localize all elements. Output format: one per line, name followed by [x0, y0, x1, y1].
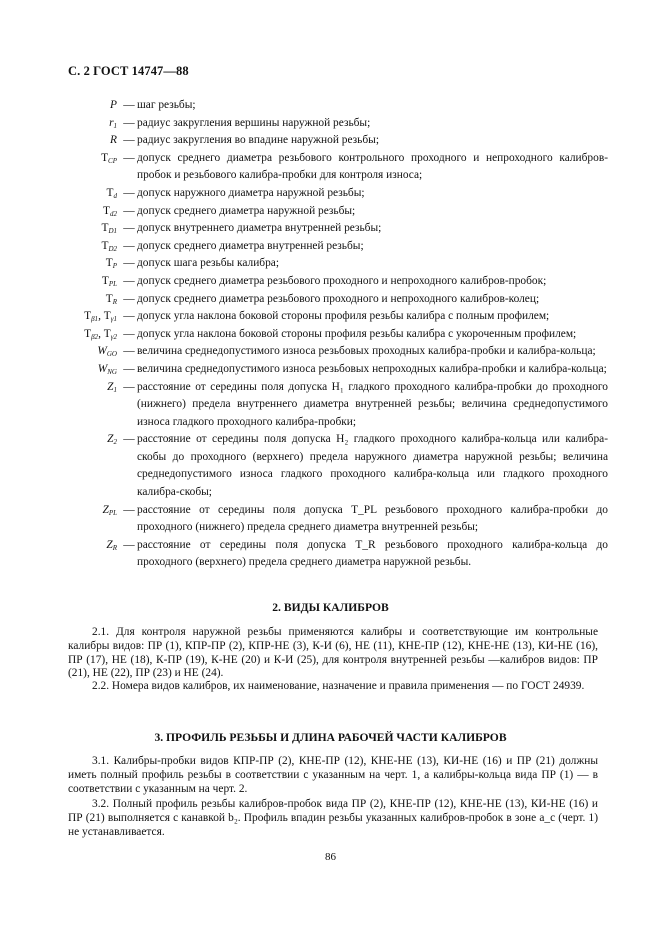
definition-symbol — [68, 255, 121, 273]
definition-text: расстояние от середины поля допуска H₁ гладкого проходного калибра-пробки до проходного (нижнего) предела внутреннего диаметра внутренней резьбы; величина среднедопустимого износа гладкого проходного калибра-пробки; — [137, 380, 608, 428]
definition-symbol — [68, 220, 121, 238]
symbol-letter: Z — [107, 433, 114, 446]
symbol-letter: T — [101, 222, 109, 235]
definition-row — [68, 115, 608, 133]
section-3-paragraph-1: 3.1. Калибры-пробки видов КПР-ПР (2), КНЕ-ПР (12), КНЕ-НЕ (13), КИ-НЕ (16) и ПР (21) должны иметь полный профиль резьбы в соответствии с указанным на черт. 1, а калибры-кольца вида ПР (1) — в соответствии с указанным на черт. 2. — [68, 755, 598, 795]
symbol-letter: T — [101, 239, 109, 252]
definition-symbol — [68, 150, 121, 168]
definition-text: допуск среднего диаметра резьбового проходного и непроходного калибров-пробок; — [137, 274, 547, 287]
definition-symbol — [68, 431, 121, 449]
symbol-letter: T — [84, 327, 92, 340]
definition-symbol — [68, 132, 121, 150]
definition-symbol — [68, 343, 121, 361]
symbol-letter: W — [97, 362, 108, 375]
definition-row — [68, 132, 608, 150]
definition-row — [68, 326, 608, 344]
definition-symbol — [68, 97, 121, 115]
definition-text: радиус закругления во впадине наружной резьбы; — [137, 134, 379, 147]
symbol-letter: T — [101, 151, 109, 164]
page-header: С. 2 ГОСТ 14747—88 — [68, 64, 189, 78]
symbol-letter: T — [103, 327, 111, 340]
section-2-paragraph-1: 2.1. Для контроля наружной резьбы применяются калибры и соответствующие им контрольные калибры видов: ПР (1), КПР-ПР (2), КПР-НЕ (3), К-И (6), НЕ (11), КНЕ-ПР (12), КНЕ-НЕ (13), КИ-НЕ (16), ПР (17), НЕ (18), К-ПР (19), К-НЕ (20) и К-И (25), для контроля внутренней резьбы —калибров видов: ПР (21), НЕ (22), ПР (23) и НЕ (24). — [68, 626, 598, 680]
definition-row — [68, 220, 608, 238]
definition-dash: — — [123, 327, 135, 340]
definition-text: допуск наружного диаметра наружной резьбы; — [137, 186, 365, 199]
definition-symbol — [68, 185, 121, 203]
definition-symbol — [68, 203, 121, 221]
definition-text: расстояние от середины поля допуска H₂ гладкого проходного калибра-кольца или калибра-скобы до проходного (верхнего) предела наружного диаметра наружной резьбы; величина среднедопустимого износа гладкого проходного калибра-кольца или гладкого проходного калибра-скобы; — [137, 433, 608, 499]
definition-text: допуск угла наклона боковой стороны профиля резьбы калибра с полным профилем; — [137, 310, 550, 323]
definition-dash: — — [123, 186, 135, 199]
definition-symbol — [68, 379, 121, 397]
definition-text: величина среднедопустимого износа резьбовых проходных калибра-пробки и калибра-кольца; — [137, 345, 596, 358]
definition-row — [68, 361, 608, 379]
definition-dash: — — [123, 257, 135, 270]
symbol-letter: T — [101, 274, 109, 287]
definition-row — [68, 238, 608, 256]
definition-row — [68, 308, 608, 326]
symbol-subscript: γ2 — [110, 332, 117, 341]
symbol-letter: T — [105, 292, 113, 305]
definition-row — [68, 273, 608, 291]
definition-symbol — [68, 361, 121, 379]
definition-text: величина среднедопустимого износа резьбовых непроходных калибра-пробки и калибра-кольца; — [137, 362, 607, 375]
symbol-subscript: NG — [107, 367, 117, 376]
definition-row — [68, 502, 608, 537]
definition-dash: — — [123, 345, 135, 358]
definition-text: допуск среднего диаметра наружной резьбы; — [137, 204, 356, 217]
symbol-subscript: CP — [108, 156, 117, 165]
symbol-subscript: d2 — [110, 209, 117, 218]
definition-text: расстояние от середины поля допуска T_PL резьбового проходного калибра-пробки до проходного (нижнего) предела среднего диаметра внутренней резьбы; — [137, 503, 608, 534]
definition-dash: — — [123, 362, 135, 375]
symbol-letter: Z — [107, 380, 114, 393]
definition-row — [68, 291, 608, 309]
definition-dash: — — [123, 134, 135, 147]
symbol-subscript: PL — [108, 508, 117, 517]
section-3-paragraph-2: 3.2. Полный профиль резьбы калибров-пробок вида ПР (2), КНЕ-ПР (12), КНЕ-НЕ (13), КИ-НЕ (16) и ПР (21) выполняется с канавкой b₂. Профиль впадин резьбы указанных калибров-пробок в зоне a_c (черт. 1) не устанавливается. — [68, 798, 598, 838]
symbol-letter: P — [110, 99, 117, 111]
definition-row — [68, 255, 608, 273]
definition-symbol — [68, 273, 121, 291]
definition-row — [68, 431, 608, 501]
section-3-title: 3. ПРОФИЛЬ РЕЗЬБЫ И ДЛИНА РАБОЧЕЙ ЧАСТИ КАЛИБРОВ — [154, 731, 507, 744]
symbol-letter: T — [103, 204, 110, 217]
definition-dash: — — [123, 204, 135, 217]
page-number: 86 — [325, 851, 336, 863]
symbol-letter: W — [97, 345, 107, 358]
section-2-paragraph-2: 2.2. Номера видов калибров, их наименование, назначение и правила применения — по ГОСТ 24939. — [92, 680, 585, 692]
definition-dash: — — [123, 99, 135, 111]
definition-row — [68, 343, 608, 361]
symbol-letter: T — [84, 310, 92, 323]
definition-dash: — — [123, 310, 135, 323]
definition-text: допуск угла наклона боковой стороны профиля резьбы калибра с укороченным профилем; — [137, 327, 577, 340]
definition-text: допуск шага резьбы калибра; — [137, 257, 280, 270]
definition-row — [68, 379, 608, 432]
symbol-subscript: D2 — [108, 244, 117, 253]
symbol-subscript: D1 — [108, 227, 117, 236]
symbol-letter: Z — [102, 503, 109, 516]
symbol-letter: T — [103, 310, 111, 323]
definition-dash: — — [123, 274, 135, 287]
definition-symbol: $T_{\beta 2}$, $T_{\gamma 2}$ — [84, 327, 117, 341]
symbol-definitions — [68, 97, 608, 572]
symbol-subscript: d — [113, 191, 117, 200]
symbol-subscript: 1 — [113, 121, 117, 130]
symbol-subscript: P — [112, 262, 117, 271]
definition-text: шаг резьбы; — [137, 99, 196, 111]
definition-text: допуск среднего диаметра резьбового проходного и непроходного калибров-колец; — [137, 292, 540, 305]
definition-row — [68, 203, 608, 221]
definition-row — [68, 97, 608, 115]
definition-dash: — — [123, 222, 135, 235]
definition-text: допуск среднего диаметра внутренней резьбы; — [137, 239, 364, 252]
definition-symbol — [68, 115, 121, 133]
definition-dash: — — [123, 538, 135, 551]
symbol-letter: R — [110, 134, 117, 147]
symbol-subscript: γ1 — [110, 315, 117, 324]
definition-symbol: $T_{\beta 1}$, $T_{\gamma 1}$ — [84, 310, 117, 324]
definition-dash: — — [123, 239, 135, 252]
symbol-letter: Z — [106, 538, 113, 551]
symbol-letter: r — [109, 116, 114, 129]
definition-row — [68, 150, 608, 185]
definition-text: допуск внутреннего диаметра внутренней резьбы; — [137, 222, 382, 235]
definition-text: расстояние от середины поля допуска T_R резьбового проходного калибра-кольца до проходного (верхнего) предела среднего диаметра наружной резьбы. — [137, 538, 608, 569]
symbol-subscript: 1 — [113, 385, 117, 394]
definition-dash: — — [123, 380, 135, 393]
definition-symbol — [68, 291, 121, 309]
definition-dash: — — [123, 151, 135, 164]
symbol-letter: T — [106, 186, 114, 199]
definition-row — [68, 537, 608, 572]
symbol-subscript: GO — [106, 350, 117, 359]
symbol-subscript: β1 — [91, 315, 99, 324]
definition-symbol — [68, 537, 121, 555]
symbol-subscript: 2 — [113, 438, 117, 447]
symbol-subscript: R — [112, 297, 117, 306]
definition-symbol — [68, 502, 121, 520]
symbol-subscript: PL — [108, 279, 117, 288]
symbol-letter: T — [105, 257, 113, 270]
symbol-subscript: R — [112, 543, 117, 552]
definition-text: допуск среднего диаметра резьбового контрольного проходного и непроходного калибров-пробок и резьбового калибра-пробки для контроля износа; — [137, 151, 608, 182]
definition-dash: — — [123, 292, 135, 305]
definition-symbol — [68, 238, 121, 256]
section-2-title: 2. ВИДЫ КАЛИБРОВ — [272, 601, 389, 614]
definition-dash: — — [123, 116, 135, 129]
definition-row — [68, 185, 608, 203]
definition-dash: — — [123, 503, 135, 516]
definition-dash: — — [123, 433, 135, 446]
symbol-subscript: β2 — [91, 332, 99, 341]
definition-text: радиус закругления вершины наружной резьбы; — [137, 116, 371, 129]
